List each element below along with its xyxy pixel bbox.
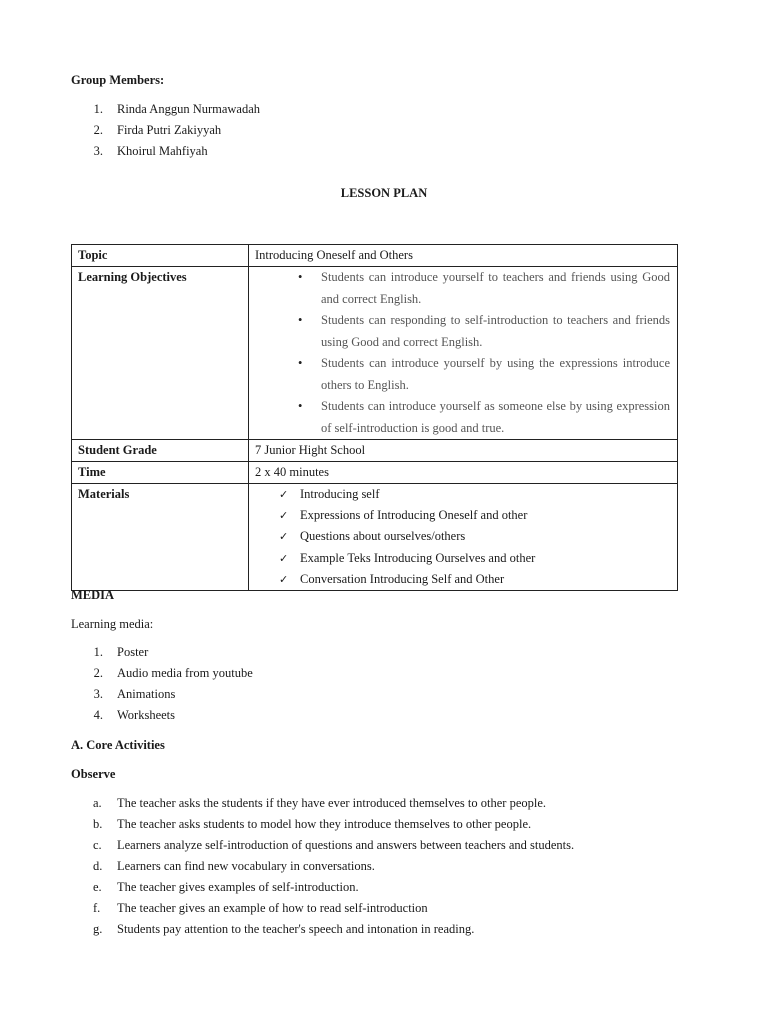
- material-text: Expressions of Introducing Oneself and other: [300, 508, 528, 523]
- member-name: Khoirul Mahfiyah: [117, 144, 208, 158]
- checkmark-icon: ✓: [279, 509, 289, 523]
- list-item: [255, 569, 671, 590]
- member-name: Rinda Anggun Nurmawadah: [117, 102, 261, 116]
- table-row: [72, 245, 678, 267]
- checkmark-icon: ✓: [279, 551, 289, 565]
- checkmark-icon: ✓: [279, 530, 289, 544]
- list-number: 3.: [93, 687, 103, 701]
- objective-text: Students can introduce yourself as someone else by using expression of self-introduction is good and true.: [321, 399, 670, 435]
- media-subheading: Learning media:: [71, 617, 154, 631]
- list-letter: g.: [93, 922, 103, 936]
- materials-list: [255, 484, 671, 590]
- table-row: [72, 267, 678, 440]
- activity-text: Learners can find new vocabulary in conversations.: [117, 859, 375, 873]
- activity-text: The teacher asks the students if they have ever introduced themselves to other people.: [117, 796, 547, 810]
- list-item: [255, 505, 671, 526]
- group-members-heading: Group Members:: [71, 73, 165, 87]
- table-row: [72, 440, 678, 462]
- list-item: [255, 526, 671, 547]
- media-item-text: Audio media from youtube: [117, 666, 253, 680]
- list-item: [255, 267, 670, 310]
- list-letter: b.: [93, 817, 103, 831]
- list-number: 4.: [93, 708, 103, 722]
- checkmark-icon: ✓: [279, 488, 289, 501]
- material-text: Questions about ourselves/others: [300, 529, 466, 544]
- list-item: [255, 396, 670, 439]
- list-item: [255, 484, 671, 505]
- list-number: 1.: [93, 102, 103, 116]
- observe-heading: Observe: [71, 767, 116, 781]
- time-value: 2 x 40 minutes: [249, 462, 678, 484]
- activity-text: Learners analyze self-introduction of questions and answers between teachers and students.: [117, 838, 575, 852]
- bullet-icon: •: [298, 270, 303, 284]
- list-letter: f.: [93, 901, 101, 915]
- list-number: 2.: [93, 123, 103, 137]
- table-row: [72, 462, 678, 484]
- objective-text: Students can responding to self-introduction to teachers and friends using Good and correct English.: [321, 313, 670, 349]
- activity-text: The teacher asks students to model how they introduce themselves to other people.: [117, 817, 532, 831]
- objectives-cell: [249, 267, 678, 440]
- list-letter: e.: [93, 880, 102, 894]
- topic-value: Introducing Oneself and Others: [249, 245, 678, 267]
- media-item-text: Worksheets: [117, 708, 176, 722]
- list-item: [255, 353, 670, 396]
- material-text: Conversation Introducing Self and Other: [300, 571, 505, 586]
- list-letter: c.: [93, 838, 102, 852]
- topic-label: Topic: [72, 245, 249, 267]
- list-letter: d.: [93, 859, 103, 873]
- objective-text: Students can introduce yourself to teachers and friends using Good and correct English.: [321, 270, 670, 306]
- grade-label: Student Grade: [72, 440, 249, 462]
- objectives-list: [255, 267, 670, 439]
- bullet-icon: •: [298, 313, 303, 327]
- member-name: Firda Putri Zakiyyah: [117, 123, 222, 137]
- document-title: LESSON PLAN: [340, 186, 428, 200]
- bullet-icon: •: [298, 399, 303, 413]
- objectives-label: Learning Objectives: [72, 267, 249, 440]
- material-text: Example Teks Introducing Ourselves and other: [300, 550, 536, 565]
- material-text: Introducing self: [300, 487, 380, 501]
- materials-cell: [249, 484, 678, 591]
- list-letter: a.: [93, 796, 102, 810]
- objective-text: Students can introduce yourself by using the expressions introduce others to English.: [321, 356, 670, 392]
- activity-text: The teacher gives an example of how to read self-introduction: [117, 901, 428, 915]
- activity-text: The teacher gives examples of self-introduction.: [117, 880, 359, 894]
- list-number: 2.: [93, 666, 103, 680]
- activity-text: Students pay attention to the teacher's speech and intonation in reading.: [117, 922, 475, 936]
- list-number: 3.: [93, 144, 103, 158]
- list-item: [255, 548, 671, 569]
- checkmark-icon: ✓: [279, 572, 289, 586]
- media-heading: MEDIA: [71, 588, 115, 602]
- media-item-text: Poster: [117, 645, 149, 659]
- grade-value: 7 Junior Hight School: [249, 440, 678, 462]
- time-label: Time: [72, 462, 249, 484]
- lesson-plan-table: [71, 244, 678, 591]
- list-number: 1.: [93, 645, 103, 659]
- list-item: [255, 310, 670, 353]
- media-item-text: Animations: [117, 687, 176, 701]
- materials-label: Materials: [72, 484, 249, 591]
- table-row: [72, 484, 678, 591]
- core-activities-heading: A. Core Activities: [71, 738, 165, 752]
- bullet-icon: •: [298, 356, 303, 370]
